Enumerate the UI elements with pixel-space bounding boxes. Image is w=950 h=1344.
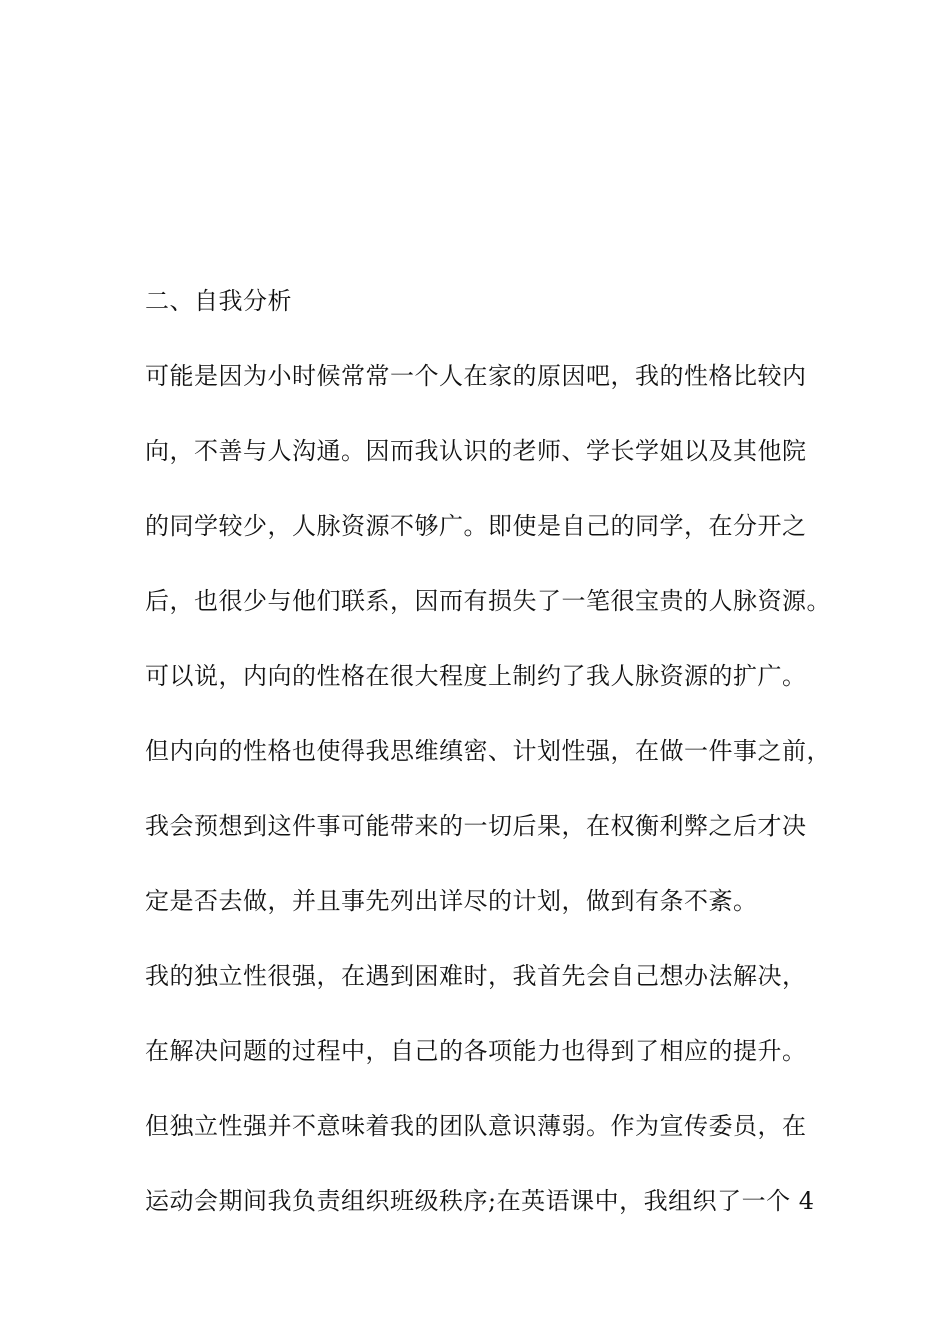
paragraph-line-12: 运动会期间我负责组织班级秩序;在英语课中，我组织了一个 4 bbox=[145, 1187, 815, 1215]
paragraph-line-4: 后，也很少与他们联系，因而有损失了一笔很宝贵的人脉资源。 bbox=[145, 587, 831, 615]
paragraph-line-10: 在解决问题的过程中，自己的各项能力也得到了相应的提升。 bbox=[145, 1037, 807, 1065]
paragraph-line-11: 但独立性强并不意味着我的团队意识薄弱。作为宣传委员，在 bbox=[145, 1112, 807, 1140]
paragraph-line-3: 的同学较少，人脉资源不够广。即使是自己的同学，在分开之 bbox=[145, 512, 807, 540]
paragraph-line-5: 可以说，内向的性格在很大程度上制约了我人脉资源的扩广。 bbox=[145, 662, 807, 690]
paragraph-line-1: 可能是因为小时候常常一个人在家的原因吧，我的性格比较内 bbox=[145, 362, 807, 390]
paragraph-line-7: 我会预想到这件事可能带来的一切后果，在权衡利弊之后才决 bbox=[145, 812, 807, 840]
paragraph-line-2: 向，不善与人沟通。因而我认识的老师、学长学姐以及其他院 bbox=[145, 437, 807, 465]
paragraph-line-9: 我的独立性很强，在遇到困难时，我首先会自己想办法解决， bbox=[145, 962, 807, 990]
paragraph-line-8: 定是否去做，并且事先列出详尽的计划，做到有条不紊。 bbox=[145, 887, 758, 915]
paragraph-line-6: 但内向的性格也使得我思维缜密、计划性强，在做一件事之前， bbox=[145, 737, 831, 765]
section-heading: 二、自我分析 bbox=[145, 287, 292, 315]
